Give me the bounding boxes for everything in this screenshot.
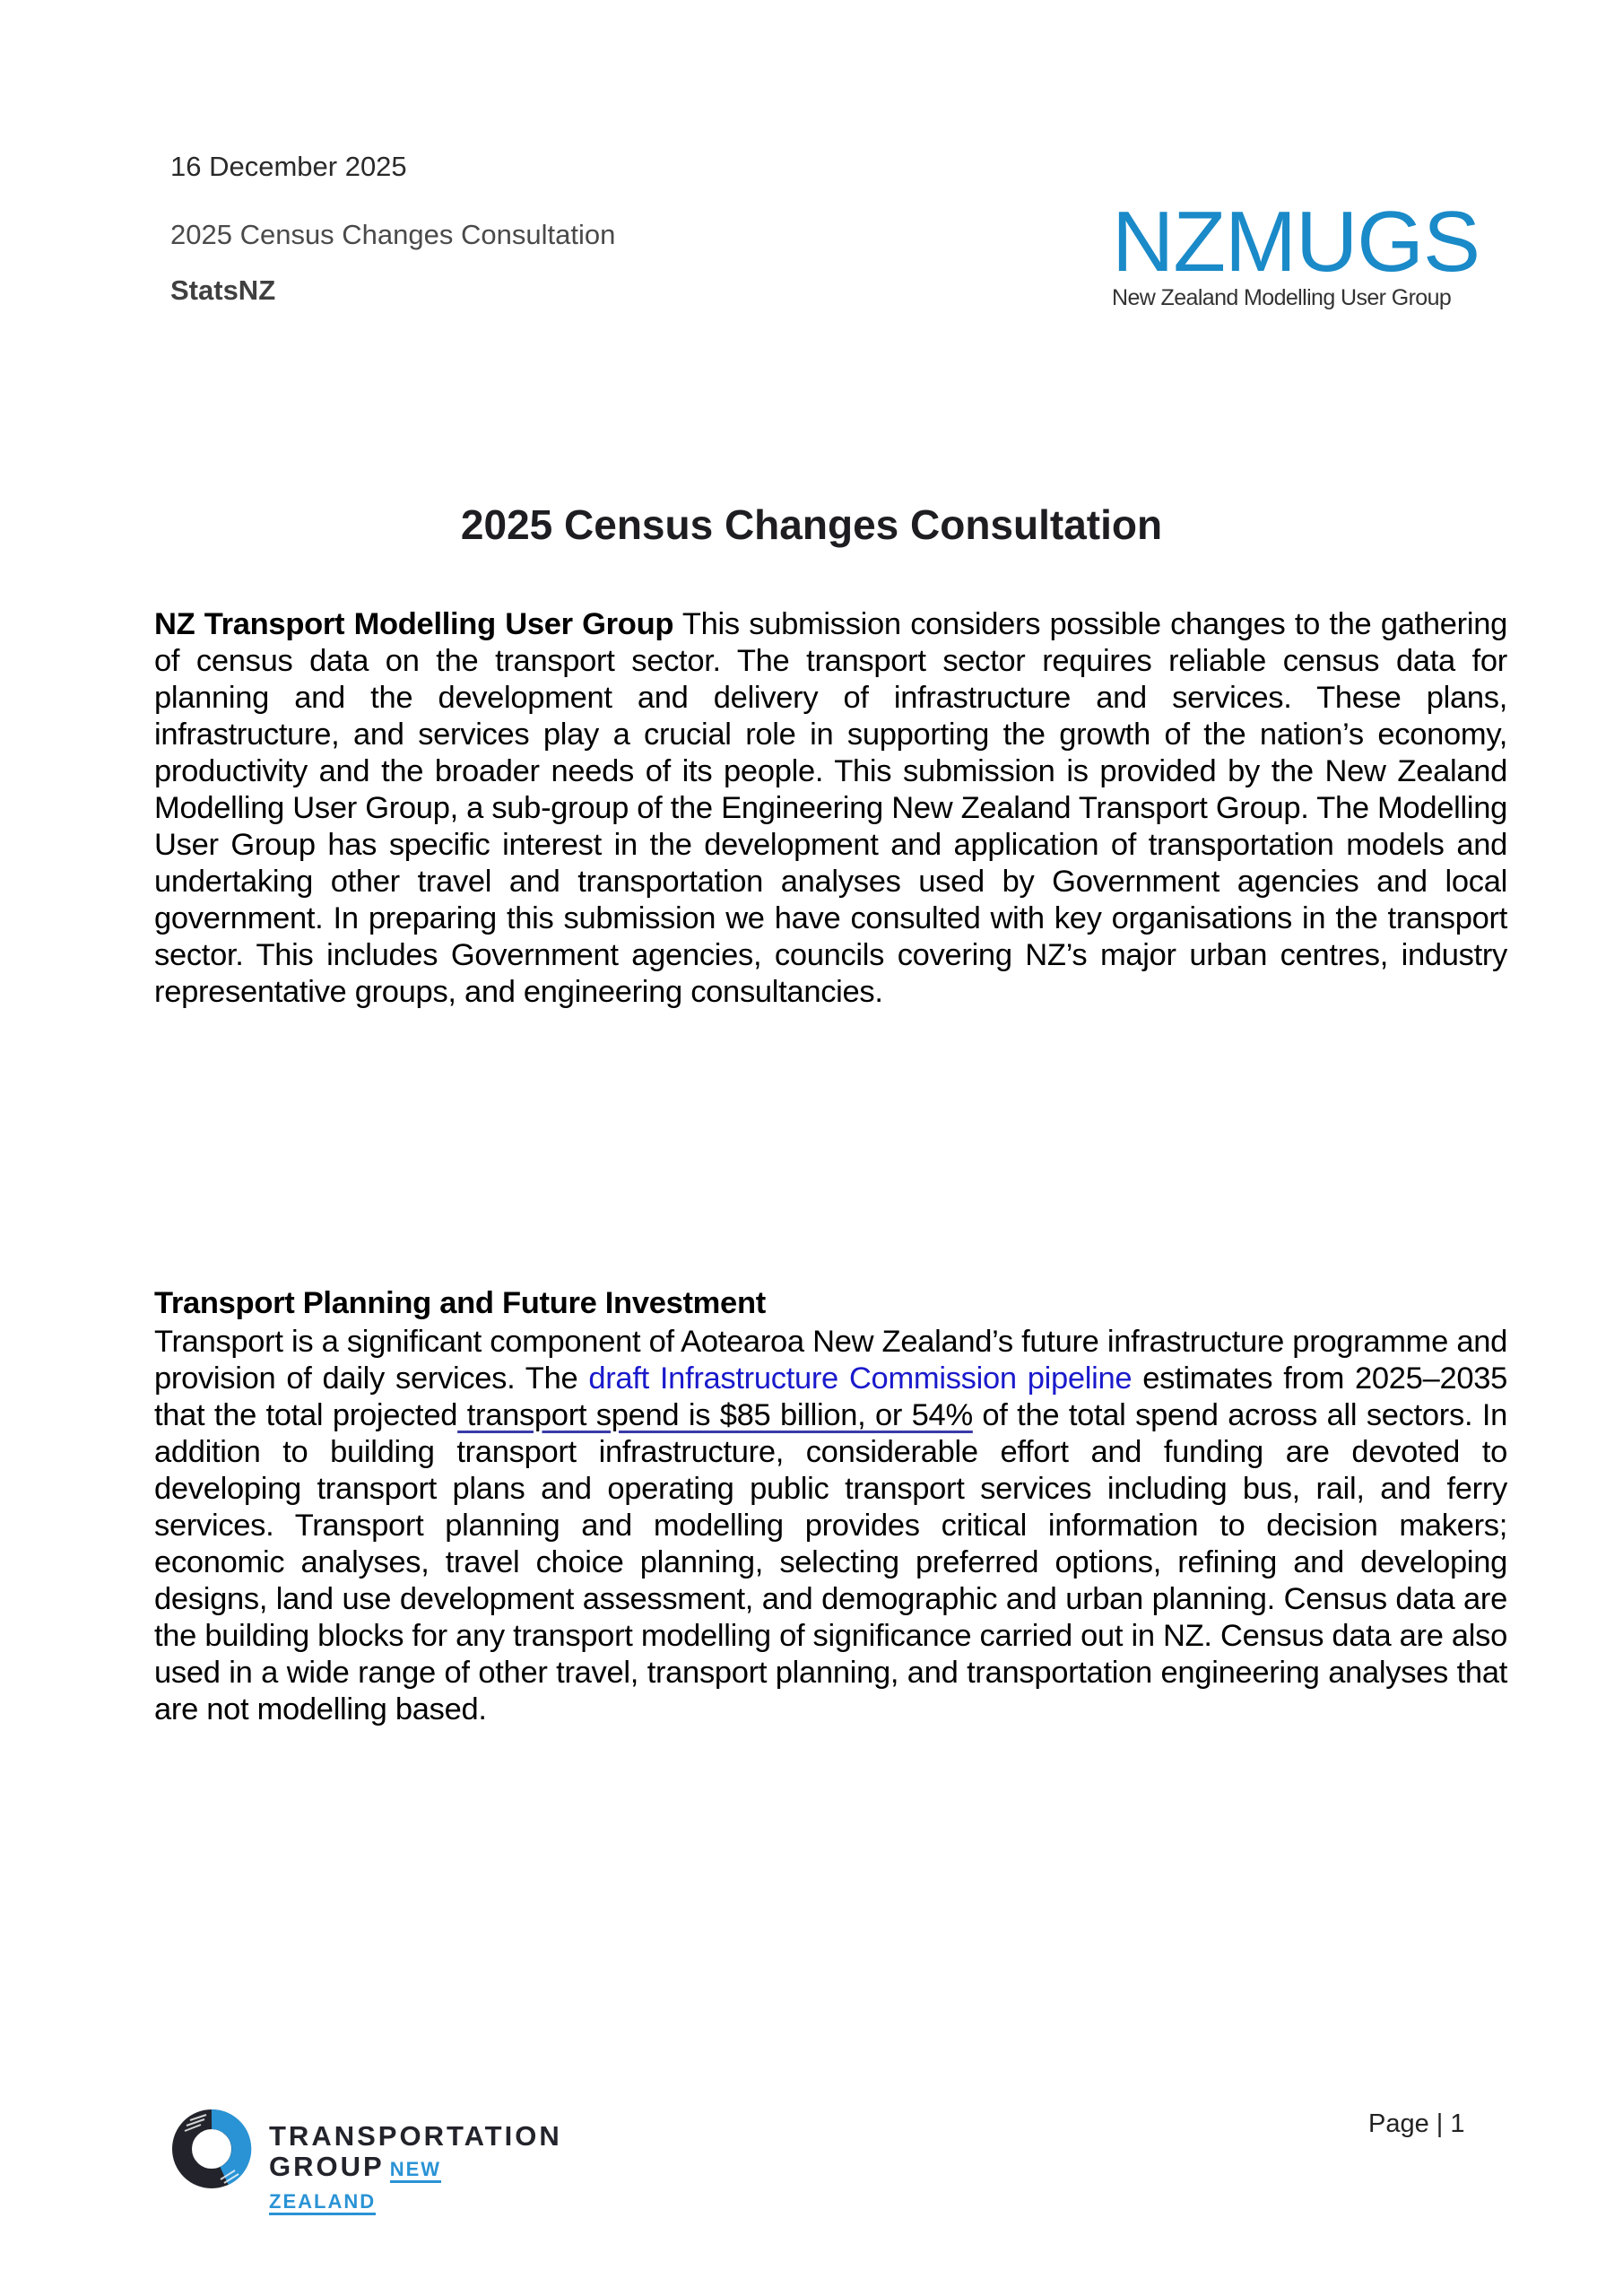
document-title: 2025 Census Changes Consultation [460,501,1163,548]
page-number: Page | 1 [1368,2109,1465,2138]
intro-lead: NZ Transport Modelling User Group [154,607,674,641]
transportation-group-ring-icon [170,2108,253,2190]
letter-recipient: StatsNZ [170,274,276,306]
letter-subject: 2025 Census Changes Consultation [170,219,616,250]
section-text-after-link: estimates from 2025–2035 that the total projected [154,1361,1507,1432]
transportation-group-line2-wrap [269,2151,547,2215]
section-text-before-link: Transport is a significant component of Aotearoa New Zealand’s future infrastructure programme and provision of daily services. The [154,1325,1507,1396]
intro-text: This submission considers possible changes to the gathering of census data on the transport sector. The transport sector requires reliable census data for planning and the development and delivery of infrastructure and services. These plans, infrastructure, and services play a crucial role in supporting the growth of the nation’s economy, productivity and the broader needs of its people. This submission is provided by the New Zealand Modelling User Group, a sub-group of the Engineering New Zealand Transport Group. The Modelling User Group has specific interest in the development and application of transportation models and undertaking other travel and transportation analyses used by Government agencies and local government. In preparing this submission we have consulted with key organisations in the transport sector. This includes Government agencies, councils covering NZ’s major urban centres, industry representative groups, and engineering consultancies. [154,607,1507,1009]
underlined-spend-text: transport spend is $85 billion, or 54% [457,1398,973,1432]
letter-date: 16 December 2025 [170,151,407,182]
section-paragraph [154,1324,1507,1728]
section-heading: Transport Planning and Future Investment [154,1286,766,1320]
section-text-rest: of the total spend across all sectors. In addition to building transport infrastructure, considerable effort and funding are devoted to developing transport plans and operating public transport services including bus, rail, and ferry services. Transport planning and modelling provides critical information to decision makers; economic analyses, travel choice planning, selecting preferred options, refining and developing designs, land use development assessment, and demographic and urban planning. Census data are the building blocks for any transport modelling of significance carried out in NZ. Census data are also used in a wide range of other travel, transport planning, and transportation engineering analyses that are not modelling based. [154,1398,1508,1726]
transportation-group-line1: TRANSPORTATION [269,2120,562,2152]
transportation-group-nz: NEW ZEALAND [269,2158,441,2215]
nzmugs-logo [1112,194,1488,311]
transportation-group-logo [170,2108,562,2213]
intro-paragraph [154,606,1507,1011]
transportation-group-line2: GROUP [269,2151,385,2182]
nzmugs-logo-acronym: NZMUGS [1112,194,1480,290]
nzmugs-logo-name: New Zealand Modelling User Group [1112,285,1452,310]
infrastructure-pipeline-link[interactable]: draft Infrastructure Commission pipeline [588,1361,1133,1396]
